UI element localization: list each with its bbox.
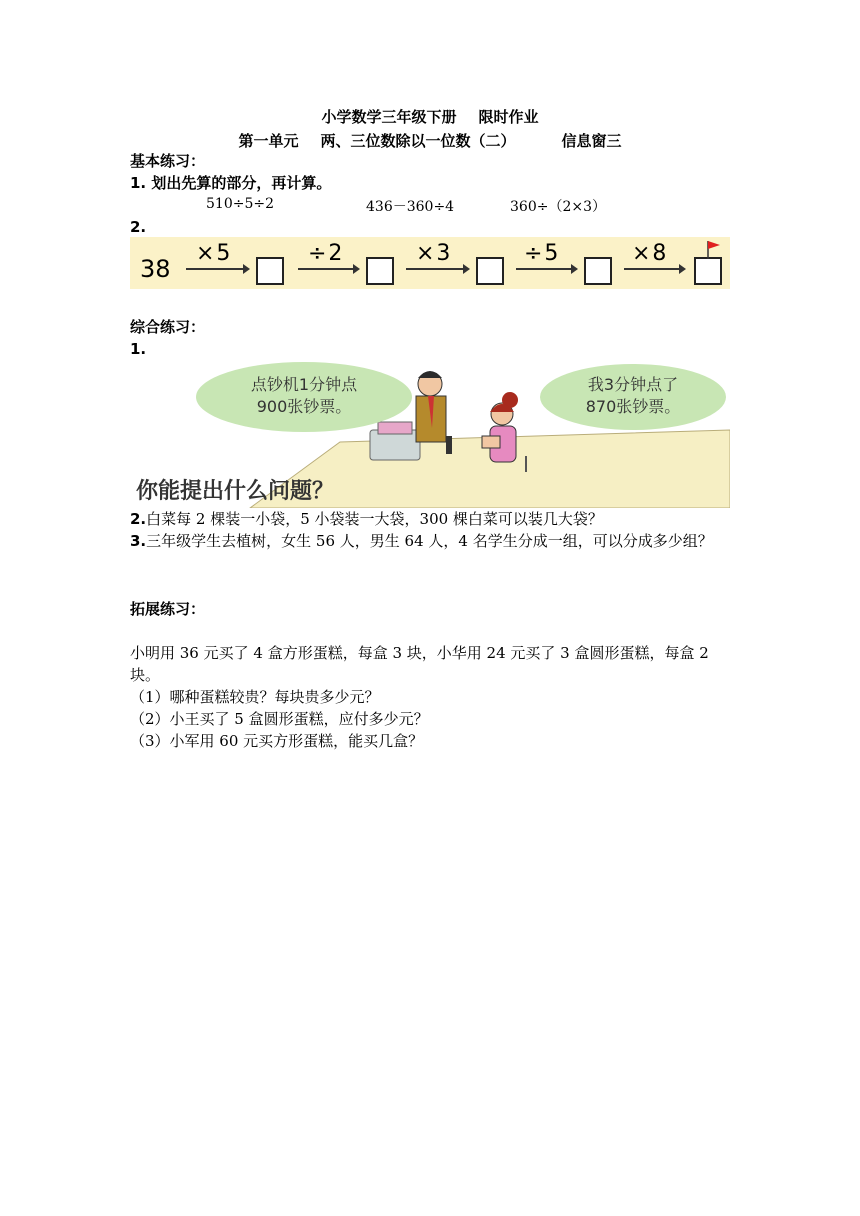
extension-problem: 小明用 36 元买了 4 盒方形蛋糕，每盒 3 块，小华用 24 元买了 3 盒圆形蛋糕，每盒 2 块。 xyxy=(130,644,709,684)
speech-bubble-right xyxy=(540,364,726,430)
basic-q1-label: 1. xyxy=(130,174,147,192)
unit-title xyxy=(0,130,860,151)
bubble-right-line-2: 870张钞票。 xyxy=(585,397,681,416)
basic-q2-label: 2. xyxy=(130,218,147,236)
operation-chain xyxy=(130,237,730,289)
arrow-icon xyxy=(406,268,464,270)
answer-box-5[interactable] xyxy=(694,257,722,285)
flag-icon xyxy=(706,239,722,259)
extension-sub-3: （3）小军用 60 元买方形蛋糕，能买几盒？ xyxy=(130,732,424,750)
bubble-left-line-2: 900张钞票。 xyxy=(256,397,352,416)
extension-heading: 拓展练习： xyxy=(130,600,206,618)
illustration-counting-money xyxy=(130,358,730,508)
info-window-label: 信息窗三 xyxy=(561,132,622,150)
arrow-icon xyxy=(624,268,680,270)
basic-q1-text: 划出先算的部分，再计算。 xyxy=(151,174,332,192)
basic-q1 xyxy=(130,172,331,194)
chain-op-5: ×8 xyxy=(632,241,669,266)
extension-sub-2: （2）小王买了 5 盒圆形蛋糕，应付多少元？ xyxy=(130,710,429,728)
chain-op-4: ÷5 xyxy=(524,241,561,266)
arrow-icon xyxy=(298,268,354,270)
comprehensive-heading: 综合练习： xyxy=(130,318,206,336)
answer-box-3[interactable] xyxy=(476,257,504,285)
comprehensive-q1-label: 1. xyxy=(130,340,147,358)
bubble-right-line-1: 我3分钟点了 xyxy=(587,375,679,394)
expression-1: 510÷5÷2 xyxy=(206,196,274,212)
topic-label: 两、三位数除以一位数（二） xyxy=(320,132,516,150)
comprehensive-q3 xyxy=(130,530,730,552)
expression-2: 436－360÷4 xyxy=(366,199,455,215)
grade-title: 小学数学三年级下册 xyxy=(321,108,457,126)
arrow-icon xyxy=(186,268,244,270)
comprehensive-q2-label: 2. xyxy=(130,510,147,528)
speech-bubble-left xyxy=(196,362,412,432)
unit-label: 第一单元 xyxy=(238,132,299,150)
comprehensive-q3-label: 3. xyxy=(130,532,147,550)
prompt-question: 你能提出什么问题？ xyxy=(136,479,335,504)
comprehensive-q2-text: 白菜每 2 棵装一小袋，5 小袋装一大袋，300 棵白菜可以装几大袋？ xyxy=(146,510,603,528)
homework-tag: 限时作业 xyxy=(478,108,539,126)
chain-op-3: ×3 xyxy=(416,241,453,266)
chain-op-1: ×5 xyxy=(196,241,233,266)
answer-box-1[interactable] xyxy=(256,257,284,285)
comprehensive-q3-text: 三年级学生去植树，女生 56 人，男生 64 人，4 名学生分成一组，可以分成多少组？ xyxy=(146,532,713,550)
answer-box-4[interactable] xyxy=(584,257,612,285)
chain-op-2: ÷2 xyxy=(308,241,345,266)
comprehensive-q2 xyxy=(130,508,730,530)
bubble-left-line-1: 点钞机1分钟点 xyxy=(250,375,358,394)
worksheet-title xyxy=(0,106,860,127)
answer-box-2[interactable] xyxy=(366,257,394,285)
arrow-icon xyxy=(516,268,572,270)
extension-sub-1: （1）哪种蛋糕较贵？每块贵多少元？ xyxy=(130,688,380,706)
chain-start-number: 38 xyxy=(140,255,171,283)
expression-3: 360÷（2×3） xyxy=(510,199,606,215)
basic-heading: 基本练习： xyxy=(130,152,206,170)
